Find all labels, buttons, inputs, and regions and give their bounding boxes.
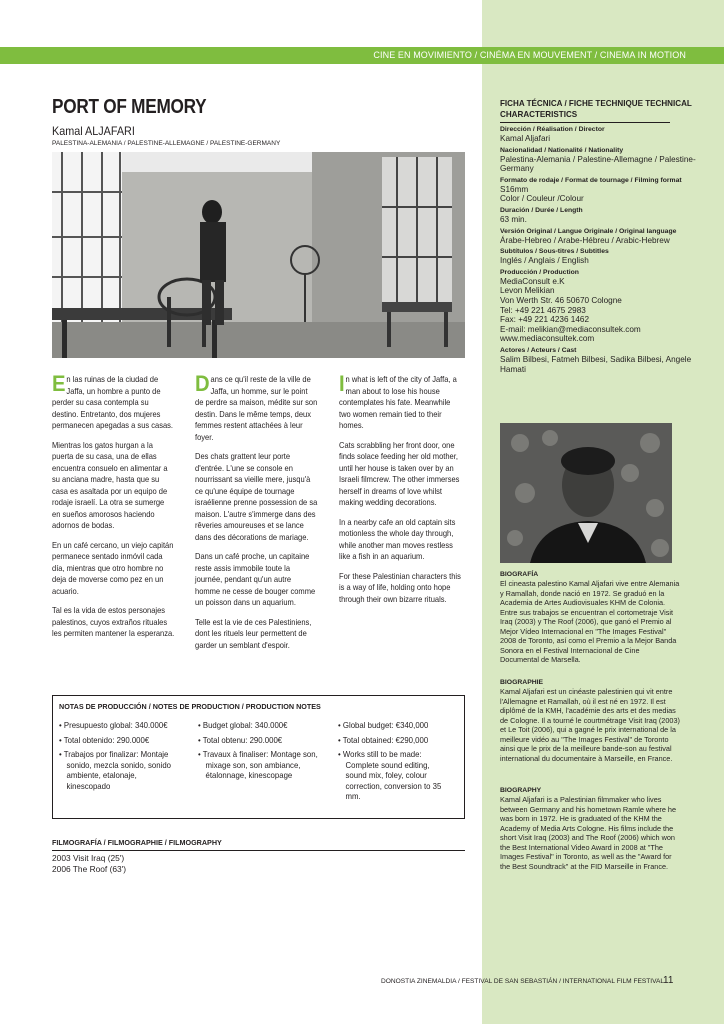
tech-field — [500, 177, 700, 204]
tech-label: Versión Original / Langue Originale / Original language — [500, 227, 677, 235]
note-item: • Works still to be made: Complete sound editing, sound mix, foley, colour correction, conversion to 35 mm. — [338, 749, 442, 801]
technical-sheet — [500, 98, 700, 377]
biography-spanish — [500, 570, 680, 665]
biography-heading: BIOGRAFÍA — [500, 571, 539, 578]
filmography-title: FILMOGRAFÍA / FILMOGRAPHIE / FILMOGRAPHY — [52, 838, 222, 847]
note-item: • Global budget: €340,000 — [338, 720, 429, 730]
biography-english — [500, 786, 680, 871]
footer-text: DONOSTIA ZINEMALDIA / FESTIVAL DE SAN SEBASTIÁN / INTERNATIONAL FILM FESTIVAL — [381, 978, 665, 985]
synopsis-paragraph: For these Palestinian characters this is a way of life, holding onto hope through their own bizarre rituals. — [339, 571, 461, 604]
synopsis-paragraph: Des chats grattent leur porte d'entrée. L'une se console en nourrissant sa vieille mere, jusqu'à ce qu'une équipe de tournage israélienne prenne possession de sa maison. L'autre s'immerge dans des rêveries amoureuses et se lance dans des décorations de mariage. — [195, 452, 318, 542]
synopsis-paragraph: Cats scrabbling her front door, one finds solace feeding her old mother, until her house is taken over by an Israeli filmcrew. The other immerses herself in dreams of love whilst making wedding decorations. — [339, 440, 460, 507]
note-item: • Trabajos por finalizar: Montaje sonido, mezcla sonido, sonido ambiente, etalonaje, kinescopado — [59, 749, 172, 791]
biography-french — [500, 678, 680, 763]
drop-cap: E — [52, 371, 66, 396]
tech-value: Palestina-Alemania / Palestine-Allemagne / Palestine-Germany — [500, 154, 696, 174]
biography-heading: BIOGRAPHY — [500, 787, 542, 794]
production-notes-box — [52, 695, 465, 819]
filmography-item: 2006 The Roof (63') — [52, 864, 127, 874]
filmography-item: 2003 Visit Iraq (25') — [52, 853, 125, 863]
tech-field — [500, 347, 700, 374]
note-item: • Presupuesto global: 340.000€ — [59, 720, 168, 730]
synopsis-english — [339, 371, 461, 613]
divider — [52, 850, 465, 851]
notes-french — [198, 720, 320, 785]
note-item: • Budget global: 340.000€ — [198, 720, 288, 730]
production-countries: PALESTINA-ALEMANIA / PALESTINE-ALLEMAGNE / PALESTINE-GERMANY — [52, 140, 281, 147]
synopsis-paragraph: In a nearby cafe an old captain sits motionless the whole day through, while another man moves restless like a fish in an aquarium. — [339, 517, 456, 561]
tech-value: MediaConsult e.K Levon Melikian Von Werth Str. 46 50670 Cologne Tel: +49 221 4675 2983 Fax: +49 221 4236 1462 E-mail: melikian@mediaconsultek.com www.mediaconsultek.com — [500, 276, 641, 344]
tech-label: Actores / Acteurs / Cast — [500, 346, 577, 354]
tech-label: Dirección / Réalisation / Director — [500, 126, 605, 133]
notes-spanish — [59, 720, 181, 795]
tech-field — [500, 228, 700, 246]
tech-value: 63 min. — [500, 214, 527, 224]
note-item: • Total obtained: €290,000 — [338, 734, 429, 745]
biography-heading: BIOGRAPHIE — [500, 679, 544, 686]
production-notes-title: NOTAS DE PRODUCCIÓN / NOTES DE PRODUCTION / PRODUCTION NOTES — [59, 702, 321, 711]
tech-value: Inglés / Anglais / English — [500, 256, 589, 266]
film-still-image — [52, 152, 465, 358]
tech-field — [500, 207, 700, 225]
synopsis-paragraph: Mientras los gatos hurgan a la puerta de su casa, una de ellas encuentra consuelo en alimentar a su anciana madre, hasta que su casa es asaltada por un equipo de rodaje israelí. La otra se sumerge en sueños amorosos haciendo adornos de bodas. — [52, 440, 168, 530]
biography-text: El cineasta palestino Kamal Aljafari vive entre Alemania y Ramallah, donde nació en 1972. Se graduó en la Academia de Artes Audiovisuales KHM de Colonia. Entre sus trabajos se encuentran el cortometraje Visit Iraq (2003) y The Roof (2006), que ganó el Premio al Mejor Vídeo Internacional en "The Images Festival" 2008 de Toronto, así como el Premio a la Mejor Banda Sonora en el Festival Internacional de Cine Documental de Marsella. — [500, 579, 680, 664]
divider — [500, 122, 670, 123]
synopsis-spanish — [52, 371, 175, 648]
synopsis-paragraph: ans ce qu'il reste de la ville de Jaffa, un homme, sur le point de perdre sa maison, médite sur son destin. Dans le même temps, deux femmes restent attachées à leur foyer. — [195, 375, 318, 442]
director-name: Kamal ALJAFARI — [52, 124, 135, 138]
tech-label: Nacionalidad / Nationalité / Nationality — [500, 146, 624, 154]
note-item: • Total obtenido: 290.000€ — [59, 734, 150, 745]
technical-sheet-heading: FICHA TÉCNICA / FICHE TECHNIQUE TECHNICAL CHARACTERISTICS — [500, 98, 692, 119]
synopsis-paragraph: En un café cercano, un viejo capitán permanece sentado inmóvil cada día, mientras que otro hombre no deja de moverse como pez en un acuario. — [52, 540, 174, 596]
tech-value: S16mm Color / Couleur /Colour — [500, 184, 584, 204]
tech-field — [500, 248, 700, 266]
synopsis-paragraph: Tal es la vida de estos personajes palestinos, cuyos extraños rituales les permiten mantener la esperanza. — [52, 606, 175, 638]
tech-value: Kamal Aljafari — [500, 134, 551, 143]
synopsis-paragraph: n what is left of the city of Jaffa, a man about to lose his house contemplates his fate. Meanwhile two women remain tied to their homes. — [339, 375, 457, 430]
note-item: • Total obtenu: 290.000€ — [198, 734, 283, 745]
film-title: PORT OF MEMORY — [52, 96, 207, 118]
tech-label: Duración / Durée / Length — [500, 206, 583, 214]
tech-field — [500, 147, 700, 174]
synopsis-paragraph: Dans un café proche, un capitaine reste assis immobile toute la journée, pendant qu'un autre homme ne cesse de bouger comme un poisson dans un aquarium. — [195, 552, 316, 607]
tech-value: Salim Bilbesi, Fatmeh Bilbesi, Sadika Bilbesi, Angele Hamati — [500, 354, 692, 374]
note-item: • Travaux à finaliser: Montage son, mixage son, son ambiance, étalonnage, kinescopage — [198, 749, 318, 780]
tech-label: Producción / Production — [500, 268, 579, 276]
tech-value: Árabe-Hebreo / Arabe-Hébreu / Arabic-Hebrew — [500, 235, 670, 245]
synopsis-french — [195, 371, 318, 659]
synopsis-paragraph: Telle est la vie de ces Palestiniens, dont les rituels leur permettent de garder un semblant d'espoir. — [195, 617, 312, 650]
synopsis-paragraph: n las ruinas de la ciudad de Jaffa, un hombre a punto de perder su casa contempla su destino. Entretanto, dos mujeres permanecen apegadas a sus casas. — [52, 375, 174, 430]
drop-cap: I — [339, 371, 345, 396]
biography-text: Kamal Aljafari is a Palestinian filmmaker who lives between Germany and his hometown Ramle where he was born in 1972. He is graduated of the KHM the Academy of Media Arts Cologne. His films include the short Visit Iraq (2003) and The Roof (2006) which won the Best International Video Award in 2008 at "The Images Festival" in Toronto, as well as the "Award for the Best Soundtrack" at the FID Marseille in France. — [500, 795, 677, 871]
director-portrait — [500, 423, 672, 563]
tech-field — [500, 269, 700, 344]
drop-cap: D — [195, 371, 210, 396]
section-band: CINE EN MOVIMIENTO / CINÉMA EN MOUVEMENT / CINEMA IN MOTION — [0, 47, 724, 64]
tech-label: Formato de rodaje / Format de tournage / Filming format — [500, 176, 682, 184]
tech-field — [500, 126, 700, 144]
notes-english — [338, 720, 453, 806]
filmography-list — [52, 853, 126, 875]
biography-text: Kamal Aljafari est un cinéaste palestinien qui vit entre l'Allemagne et Ramallah, où il est né en 1972. Il est diplômé de la KMH, l'académie des arts et des medias de Cologne. Il a tourné le courtmétrage Visit Iraq (2003) et Le Toit (2006), qui a gagné le prix international de la meilleure vidéo au "The Images Festival" de Toronto ainsi que le prix de la meilleure bande-son au festival international du documentaire à Marseille, en France. — [500, 687, 680, 763]
tech-label: Subtítulos / Sous-titres / Subtitles — [500, 248, 609, 256]
page-number: 11 — [663, 975, 674, 986]
